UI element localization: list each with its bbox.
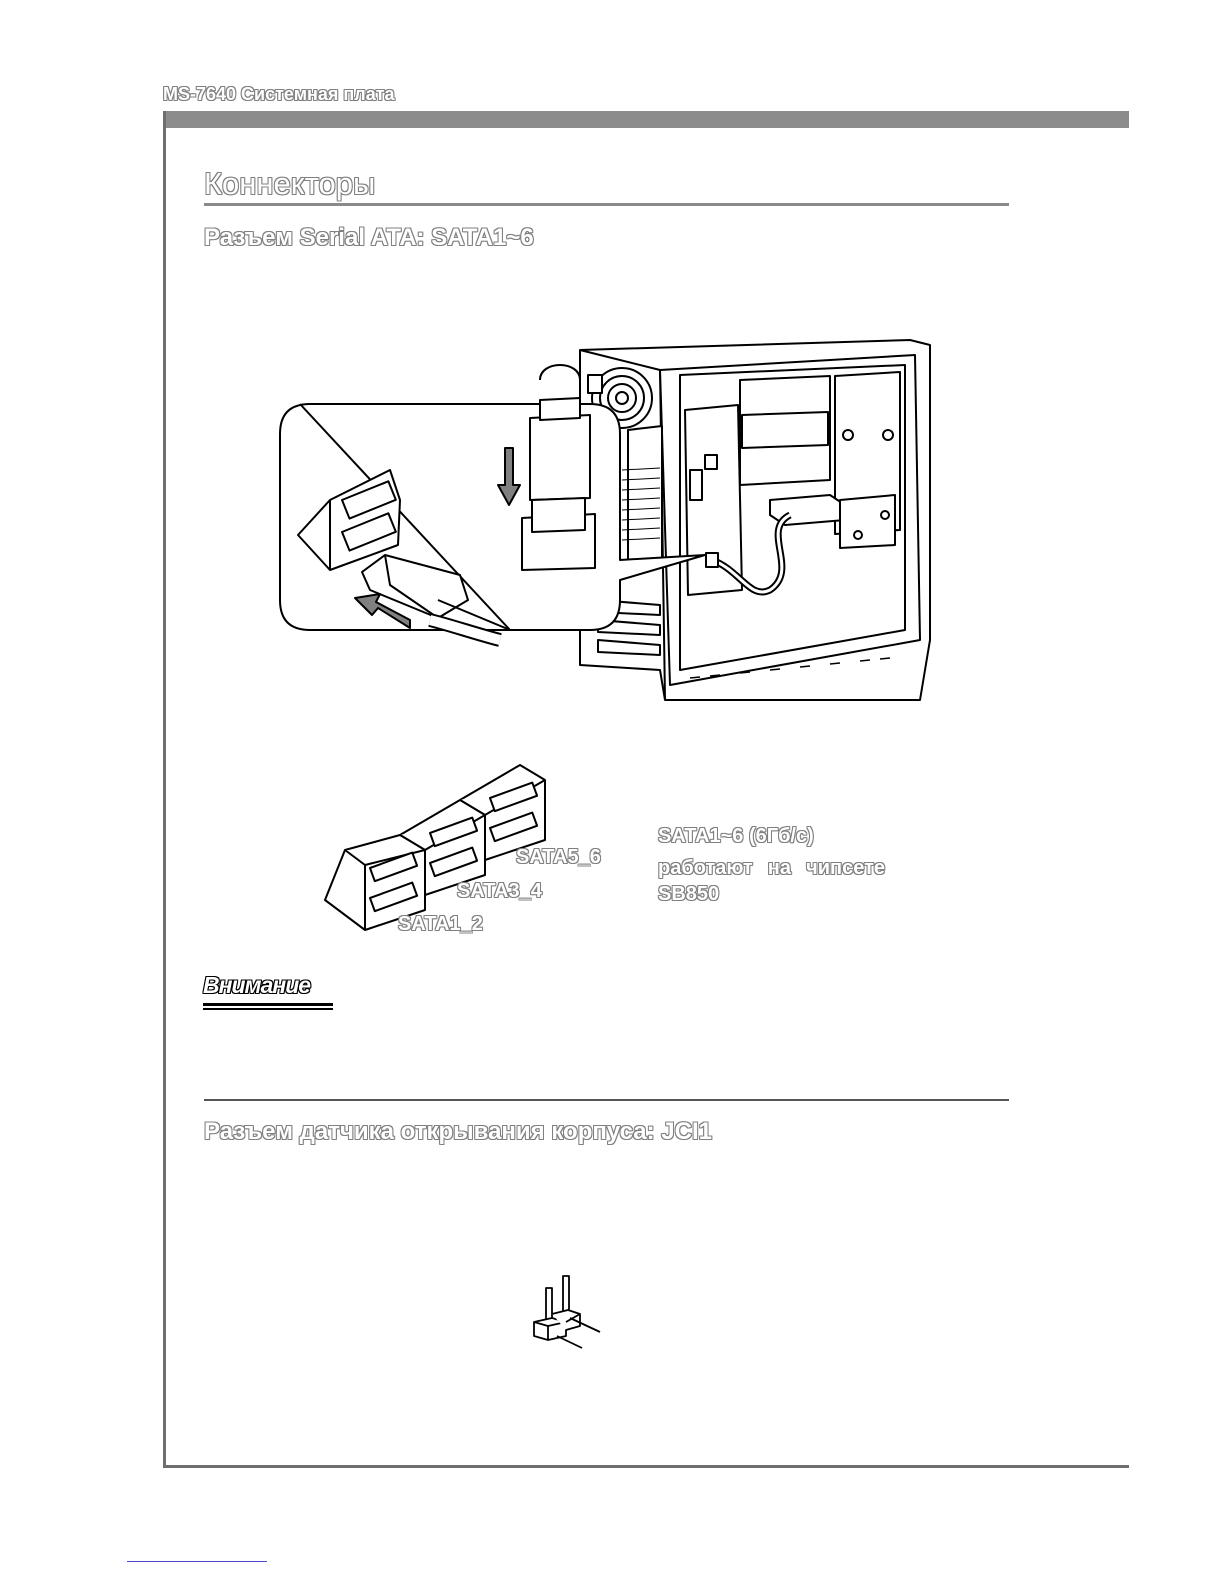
pc-case-sata-illustration [270,330,940,710]
warning-underline-2 [203,1008,333,1010]
warning-underline [203,1003,333,1006]
sata-ports-diagram [322,760,552,930]
bottom-rule [163,1465,1129,1468]
footer-link-underline [127,1561,267,1562]
section-separator [204,1099,1009,1101]
sata-caption-speed: SATA1~6 (6Гб/с) [658,825,814,847]
sata1-2-label: SATA1_2 [398,913,483,935]
sata5-6-label: SATA5_6 [516,846,601,868]
header-bar [163,111,1129,128]
running-head: MS-7640 Системная плата [163,84,395,104]
jci1-pin-header-diagram [530,1270,610,1350]
sata-caption-sb850: SB850 [658,883,720,905]
warning-title: Внимание [203,972,311,998]
left-margin-rule [163,111,166,1468]
sata3-4-label: SATA3_4 [457,880,542,902]
section-title: Коннекторы [204,166,376,201]
sata-heading: Разъем Serial ATA: SATA1~6 [204,224,534,251]
sata-caption-chipset: работают на чипсете [658,857,885,879]
section-title-rule [204,203,1009,206]
jci-heading: Разъем датчика открывания корпуса: JCI1 [204,1118,712,1145]
